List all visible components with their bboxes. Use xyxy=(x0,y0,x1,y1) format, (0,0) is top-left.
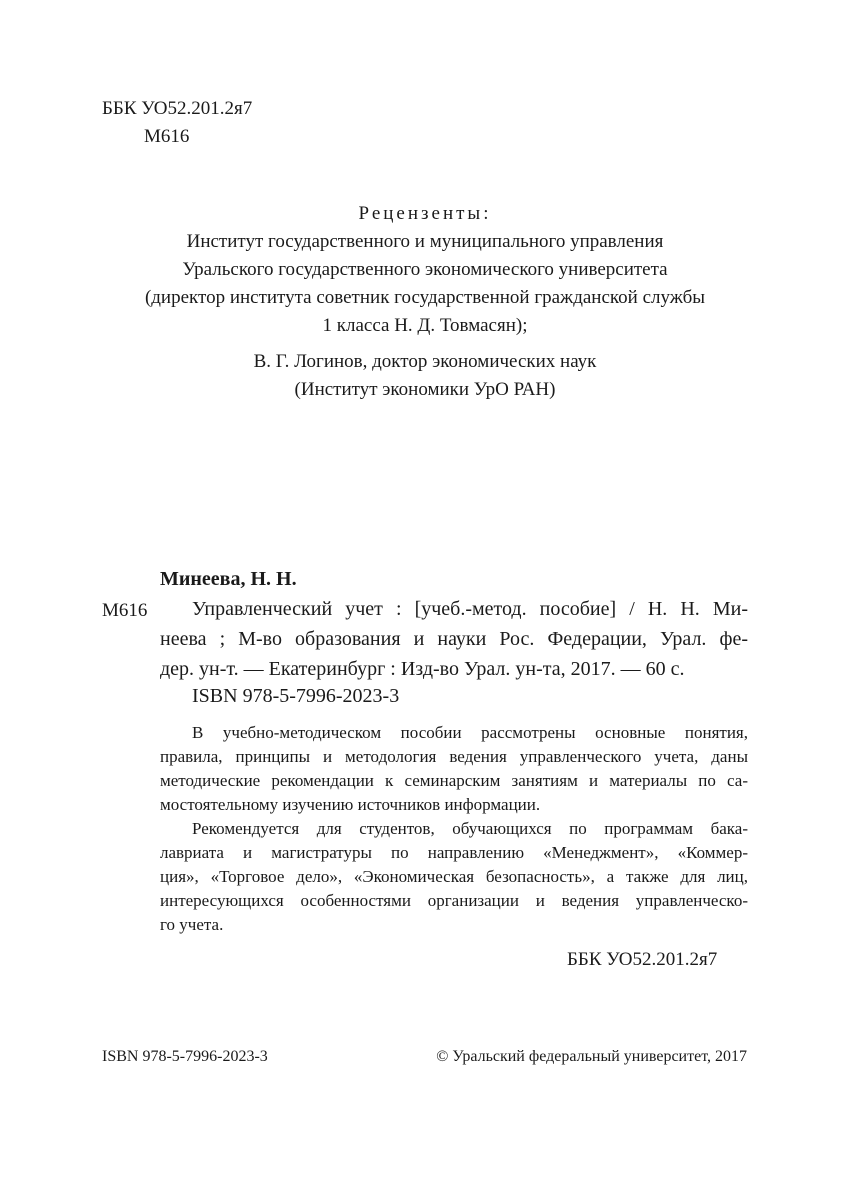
footer-copyright: © Уральский федеральный университет, 2017 xyxy=(436,1048,747,1065)
reviewer-person-line: (Институт экономики УрО РАН) xyxy=(294,379,556,400)
biblio-line: дер. ун-т. — Екатеринбург : Изд-во Урал. ун-та, 2017. — 60 с. xyxy=(160,658,685,680)
annotation-line: го учета. xyxy=(160,915,224,934)
annotation-line: интересующихся особенностями организации и ведения управленческо- xyxy=(160,891,748,910)
reviewers-title: Рецензенты: xyxy=(358,203,492,224)
author-code: М616 xyxy=(102,600,148,621)
bibliographic-description xyxy=(160,594,748,684)
biblio-line: Управленческий учет : [учеб.-метод. пособие] / Н. Н. Ми- xyxy=(192,598,748,620)
reviewer-org-line: (директор института советник государственной гражданской службы xyxy=(144,287,706,308)
reviewer-org-line: Институт государственного и муниципального управления xyxy=(186,231,664,252)
reviewer-org-line: Уральского государственного экономического университета xyxy=(182,259,668,280)
reviewer-person xyxy=(100,348,750,404)
bbk-code: ББК УО52.201.2я7 xyxy=(102,98,253,119)
annotation-line: лавриата и магистратуры по направлению «Менеджмент», «Коммер- xyxy=(160,843,748,862)
annotation-line: Рекомендуется для студентов, обучающихся по программам бака- xyxy=(192,819,748,838)
annotation-line: правила, принципы и методология ведения управленческого учета, даны xyxy=(160,747,748,766)
annotation-line: В учебно-методическом пособии рассмотрены основные понятия, xyxy=(192,723,748,742)
bbk-code-bottom: ББК УО52.201.2я7 xyxy=(567,949,718,970)
annotation-line: ция», «Торговое дело», «Экономическая безопасность», а также для лиц, xyxy=(160,867,748,886)
author-mark: М616 xyxy=(144,126,190,147)
reviewers-section xyxy=(100,200,750,404)
annotation-line: методические рекомендации к семинарским занятиям и материалы по са- xyxy=(160,771,748,790)
reviewer-org-line: 1 класса Н. Д. Товмасян); xyxy=(322,315,528,336)
biblio-line: неева ; М-во образования и науки Рос. Федерации, Урал. фе- xyxy=(160,628,748,650)
author-heading: Минеева, Н. Н. xyxy=(160,568,297,590)
annotation-line: мостоятельному изучению источников информации. xyxy=(160,795,541,814)
reviewer-org xyxy=(100,228,750,340)
footer-isbn: ISBN 978-5-7996-2023-3 xyxy=(102,1048,268,1065)
isbn: ISBN 978-5-7996-2023-3 xyxy=(192,685,400,707)
annotation xyxy=(160,721,748,937)
reviewer-person-line: В. Г. Логинов, доктор экономических наук xyxy=(253,351,597,372)
bbk-classification-block xyxy=(102,95,252,151)
